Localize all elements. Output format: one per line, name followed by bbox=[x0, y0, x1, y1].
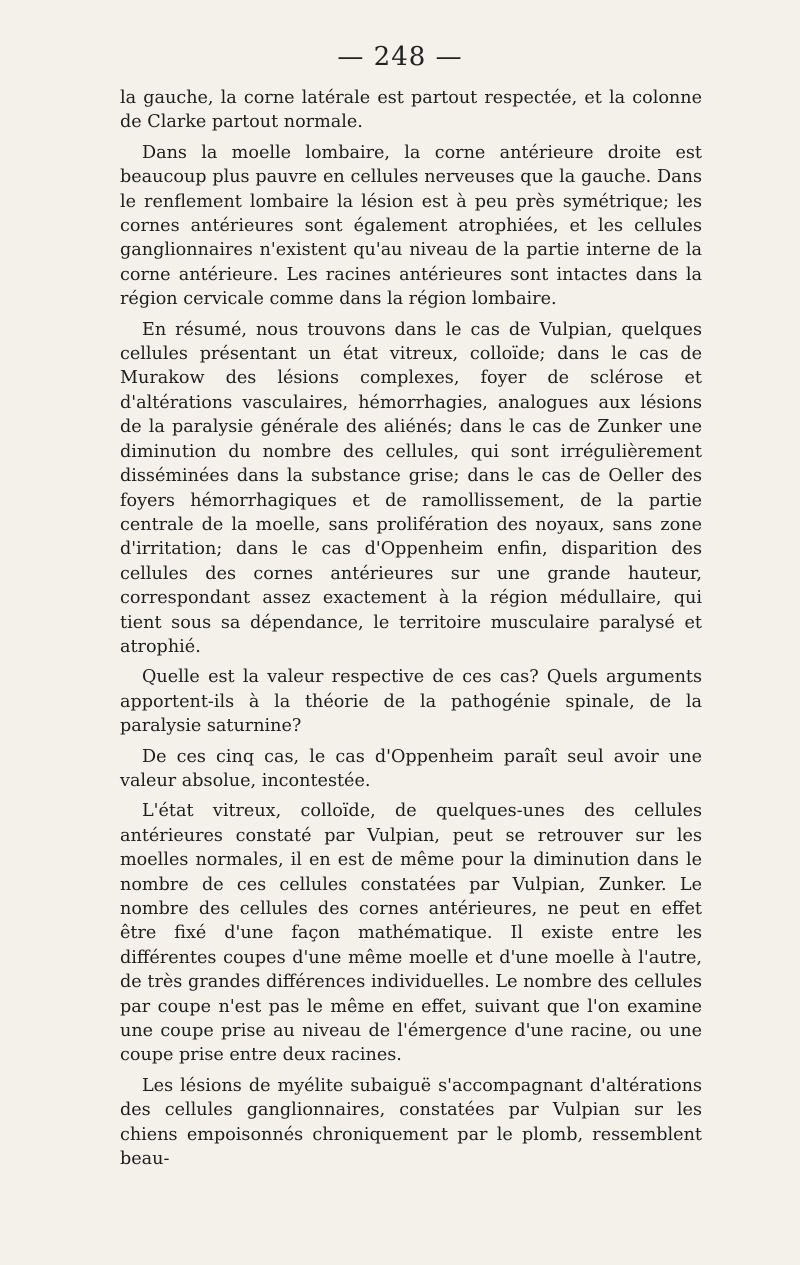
paragraph-5: De ces cinq cas, le cas d'Oppenheim paraît seul avoir une valeur absolue, incontestée. bbox=[120, 746, 702, 791]
paragraph-1: la gauche, la corne latérale est partout respectée, et la colonne de Clarke partout normale. bbox=[120, 88, 702, 133]
paragraph-3: En résumé, nous trouvons dans le cas de Vulpian, quelques cellules présentant un état vitreux, colloïde; dans le cas de Murakow des lésions complexes, foyer de sclérose et d'altérations vasculaires, hémorrhagies, analogues aux lésions de la paralysie générale des aliénés; dans le cas de Zunker une diminution du nombre des cellules, qui sont irrégulièrement disséminées dans la substance grise; dans le cas de Oeller des foyers hémorrhagiques et de ramollissement, de la partie centrale de la moelle, sans prolifération des noyaux, sans zone d'irritation; dans le cas d'Oppenheim enfin, disparition des cellules des cornes antérieures sur une grande hauteur, correspondant assez exactement à la région médullaire, qui tient sous sa dépendance, le territoire musculaire paralysé et atrophié. bbox=[120, 319, 702, 657]
paragraph-7: Les lésions de myélite subaiguë s'accompagnant d'altérations des cellules ganglionnaires, constatées par Vulpian sur les chiens empoisonnés chroniquement par le plomb, ressemblent beau- bbox=[120, 1075, 702, 1170]
paragraph-2: Dans la moelle lombaire, la corne antérieure droite est beaucoup plus pauvre en cellules nerveuses que la gauche. Dans le renflement lombaire la lésion est à peu près symétrique; les cornes antérieures sont également atrophiées, et les cellules ganglionnaires n'existent qu'au niveau de la partie interne de la corne antérieure. Les racines antérieures sont intactes dans la région cervicale comme dans la région lombaire. bbox=[120, 142, 702, 310]
body-text bbox=[120, 86, 702, 1171]
paragraph-6: L'état vitreux, colloïde, de quelques-unes des cellules antérieures constaté par Vulpian, peut se retrouver sur les moelles normales, il en est de même pour la diminution dans le nombre de ces cellules constatées par Vulpian, Zunker. Le nombre des cellules des cornes antérieures, ne peut en effet être fixé d'une façon mathématique. Il existe entre les différentes coupes d'une même moelle et d'une moelle à l'autre, de très grandes différences individuelles. Le nombre des cellules par coupe n'est pas le même en effet, suivant que l'on examine une coupe prise au niveau de l'émergence d'une racine, ou une coupe prise entre deux racines. bbox=[120, 801, 702, 1066]
page-number: — 248 — bbox=[337, 42, 463, 72]
paragraph-4: Quelle est la valeur respective de ces cas? Quels arguments apportent-ils à la théorie de la pathogénie spinale, de la paralysie saturnine? bbox=[120, 667, 702, 737]
